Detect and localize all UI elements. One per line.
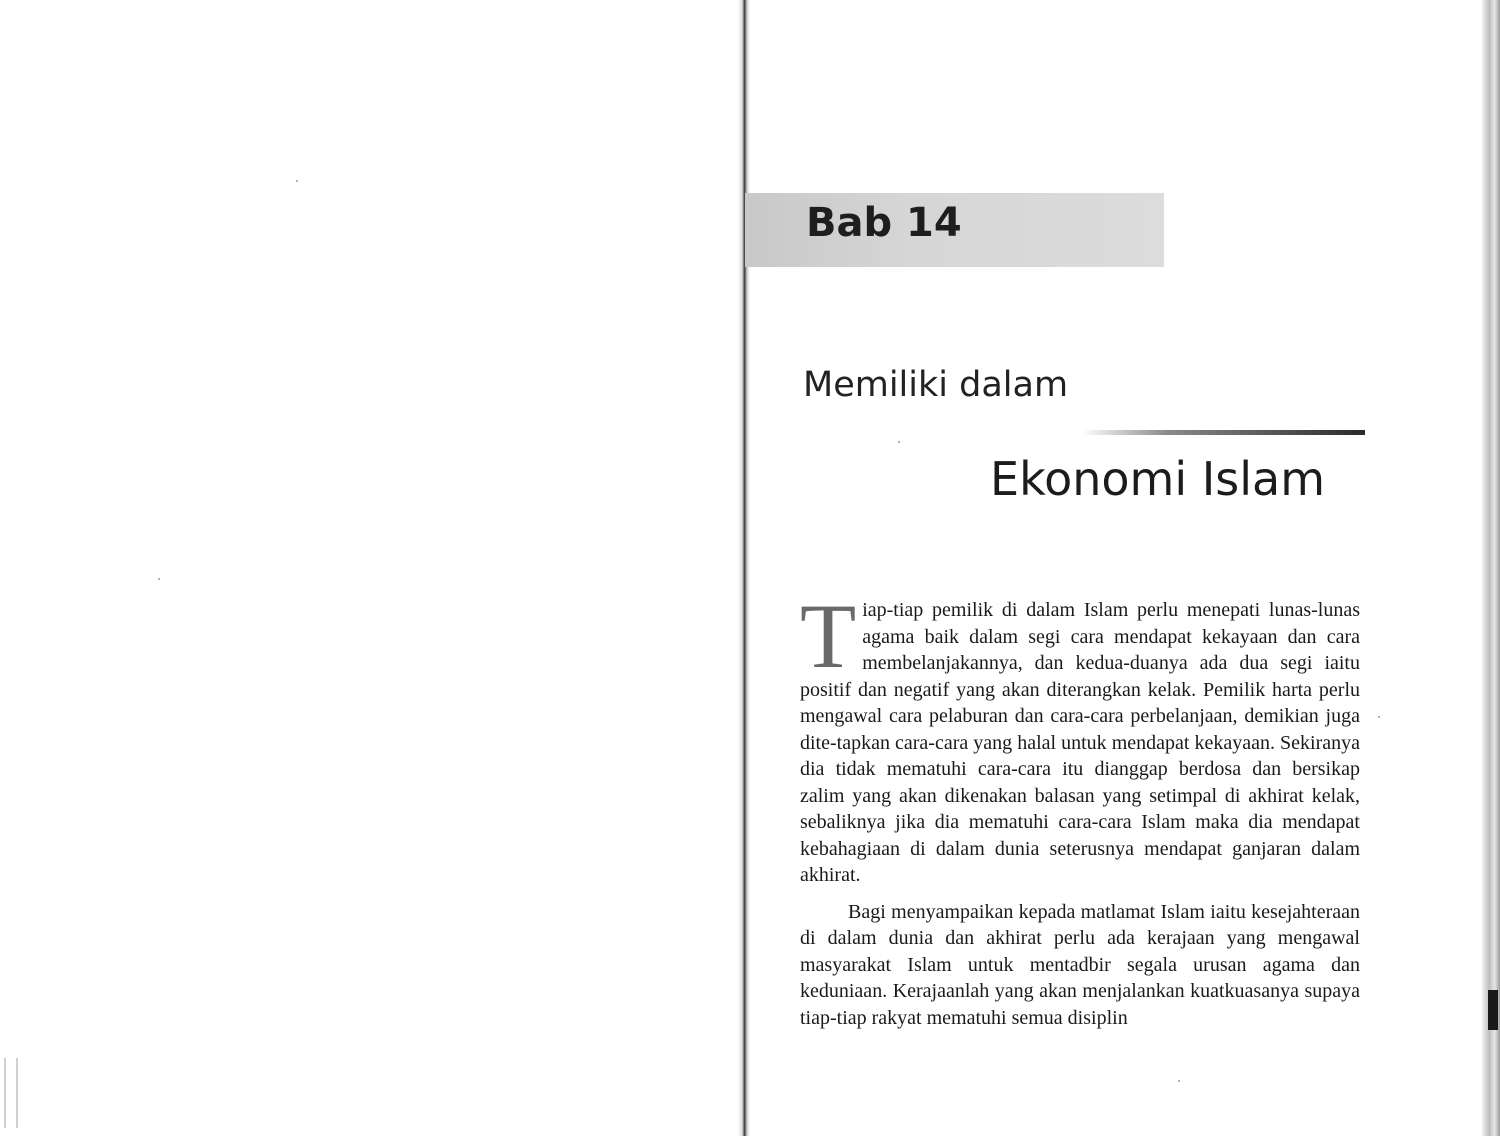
paragraph-1 xyxy=(800,585,1360,889)
scan-speck xyxy=(1378,716,1380,718)
scan-speck xyxy=(296,180,298,182)
page-stack-edge xyxy=(1482,0,1500,1136)
scan-edge-marks xyxy=(0,1058,30,1128)
drop-cap: T xyxy=(800,585,857,687)
chapter-title: Ekonomi Islam xyxy=(990,452,1326,506)
chapter-number: Bab 14 xyxy=(806,200,962,246)
paragraph-2: Bagi menyampaikan kepada matlamat Islam iaitu kesejahteraan di dalam dunia dan akhirat perlu ada kerajaan yang mengawal masyarakat Islam untuk mentadbir segala urusan agama dan keduniaan. Kerajaanlah yang akan menjalankan kuatkuasanya supaya tiap-tiap rakyat mematuhi semua disiplin xyxy=(800,900,1360,1029)
scan-speck xyxy=(158,578,160,580)
chapter-subtitle: Memiliki dalam xyxy=(803,365,1069,405)
scan-speck xyxy=(898,441,900,443)
blank-left-page xyxy=(0,0,742,1136)
paragraph-1-text: iap-tiap pemilik di dalam Islam perlu menepati lunas-lunas agama baik dalam segi cara mendapat kekayaan dan cara membelanjakannya, dan kedua-duanya ada dua segi iaitu positif dan negatif yang akan diterangkan kelak. Pemilik harta perlu mengawal cara pelaburan dan cara-cara perbelanjaan, demikian juga dite-tapkan cara-cara yang halal untuk mendapat kekayaan. Sekiranya dia tidak mematuhi cara-cara itu dianggap berdosa dan bersikap zalim yang akan dikenakan balasan yang setimpal di akhirat kelak, sebaliknya jika dia mematuhi cara-cara Islam maka dia mendapat kebahagiaan di dalam dunia seterusnya mendapat ganjaran dalam akhirat. xyxy=(800,599,1360,886)
book-gutter xyxy=(738,0,750,1136)
body-text xyxy=(800,585,1360,1031)
edge-tab-mark xyxy=(1488,990,1498,1030)
heading-rule xyxy=(1082,430,1365,435)
show-through-text xyxy=(980,196,1160,246)
scan-speck xyxy=(1178,1080,1180,1082)
